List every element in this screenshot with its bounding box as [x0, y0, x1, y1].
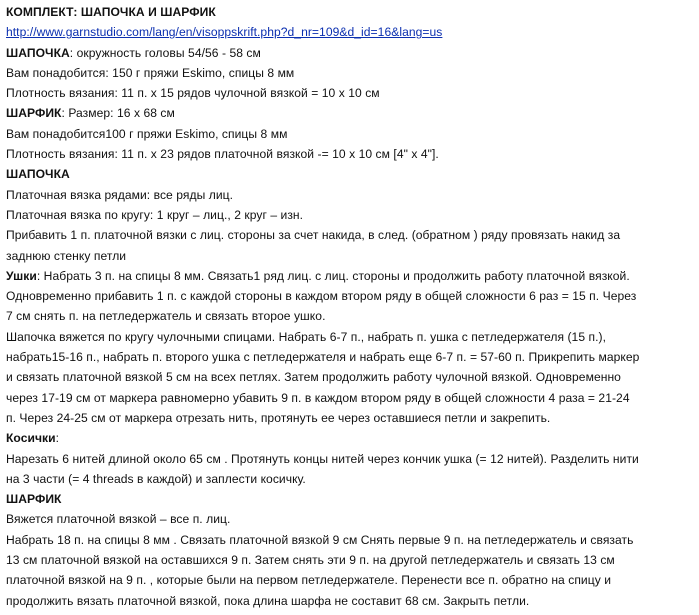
scarf-gauge-line: Плотность вязания: 11 п. х 23 рядов платочной вязкой -= 10 х 10 см [4" х 4"].: [6, 147, 439, 162]
hat-size-line: [6, 43, 699, 63]
ears-text-line: Шапочка вяжется по кругу чулочными спицами. Набрать 6-7 п., набрать п. ушка с петледержателя (15 п.),: [6, 329, 607, 344]
ears-text-line: через 17-19 см от маркера равномерно убавить 9 п. в каждом втором ряду в общей сложности 4 раза = 21-24: [6, 390, 630, 405]
scarf-size-line: [6, 103, 699, 123]
braids-text-line: Нарезать 6 нитей длиной около 65 см . Протянуть концы нитей через кончик ушка (= 12 нитей). Разделить нити: [6, 451, 639, 466]
hat-section-heading: ШАПОЧКА: [6, 167, 70, 182]
hat-size-text: : окружность головы 54/56 - 58 см: [69, 45, 261, 60]
hat-gauge-line: Плотность вязания: 11 п. х 15 рядов чулочной вязкой = 10 х 10 см: [6, 86, 380, 101]
ears-text-line: 7 см снять п. на петледержатель и связать второе ушко.: [6, 309, 326, 324]
pattern-link[interactable]: http://www.garnstudio.com/lang/en/visoppskrift.php?d_nr=109&d_id=16&lang=us: [6, 25, 443, 40]
scarf-text-line: платочной вязкой на 9 п. , которые были на первом петледержателе. Перенести все п. обратно на спицу и: [6, 573, 612, 588]
hat-text-line: Платочная вязка рядами: все ряды лиц.: [6, 187, 234, 202]
scarf-text-line: Набрать 18 п. на спицы 8 мм . Связать платочной вязкой 9 см Снять первые 9 п. на петледержатель и связать: [6, 532, 634, 547]
document-title: КОМПЛЕКТ: ШАПОЧКА И ШАРФИК: [6, 5, 216, 19]
scarf-intro-heading: ШАРФИК: [6, 106, 62, 121]
scarf-size-text: : Размер: 16 х 68 см: [61, 106, 175, 121]
scarf-text-line: 13 см платочной вязкой на оставшихся 9 п. Затем снять эти 9 п. на другой петледержатель и связать 13 см: [6, 553, 615, 568]
pattern-link-line: [6, 22, 699, 42]
ears-first-line: [6, 266, 699, 286]
hat-intro-heading: ШАПОЧКА: [6, 45, 70, 60]
hat-text-line: Платочная вязка по кругу: 1 круг – лиц., 2 круг – изн.: [6, 207, 304, 222]
ears-text-line: Одновременно прибавить 1 п. с каждой стороны в каждом втором ряду в общей сложности 6 раз = 15 п. Через: [6, 289, 637, 304]
ears-text-line: п. Через 24-25 см от маркера отрезать нить, протянуть ее через оставшиеся петли и закрепить.: [6, 410, 551, 425]
braids-heading: [6, 428, 699, 448]
hat-materials-line: Вам понадобится: 150 г пряжи Eskimo, спицы 8 мм: [6, 65, 295, 80]
braids-text-line: на 3 части (= 4 threads в каждой) и заплести косичку.: [6, 471, 306, 486]
ears-label: Ушки: [6, 268, 37, 283]
hat-text-line: заднюю стенку петли: [6, 248, 127, 263]
braids-colon: :: [55, 431, 60, 446]
scarf-text-line: Вяжется платочной вязкой – все п. лиц.: [6, 512, 231, 527]
ears-text-line: и связать платочной вязкой 5 см на всех петлях. Затем продолжить работу чулочной вязкой. Одновременно: [6, 370, 621, 385]
scarf-text-line: продолжить вязать платочной вязкой, пока длина шарфа не составит 68 см. Закрыть петли.: [6, 593, 530, 608]
ears-first-text: : Набрать 3 п. на спицы 8 мм. Связать1 ряд лиц. с лиц. стороны и продолжить работу платочной вязкой.: [36, 268, 630, 283]
ears-text-line: набрать15-16 п., набрать п. второго ушка с петледержателя и набрать еще 6-7 п. = 57-60 п. Прикрепить маркер: [6, 350, 640, 365]
scarf-materials-line: Вам понадобится100 г пряжи Eskimo, спицы 8 мм: [6, 126, 288, 141]
braids-label: Косички: [6, 431, 56, 446]
scarf-section-heading: ШАРФИК: [6, 492, 62, 507]
hat-text-line: Прибавить 1 п. платочной вязки с лиц. стороны за счет накида, в след. (обратном ) ряду провязать накид за: [6, 228, 621, 243]
